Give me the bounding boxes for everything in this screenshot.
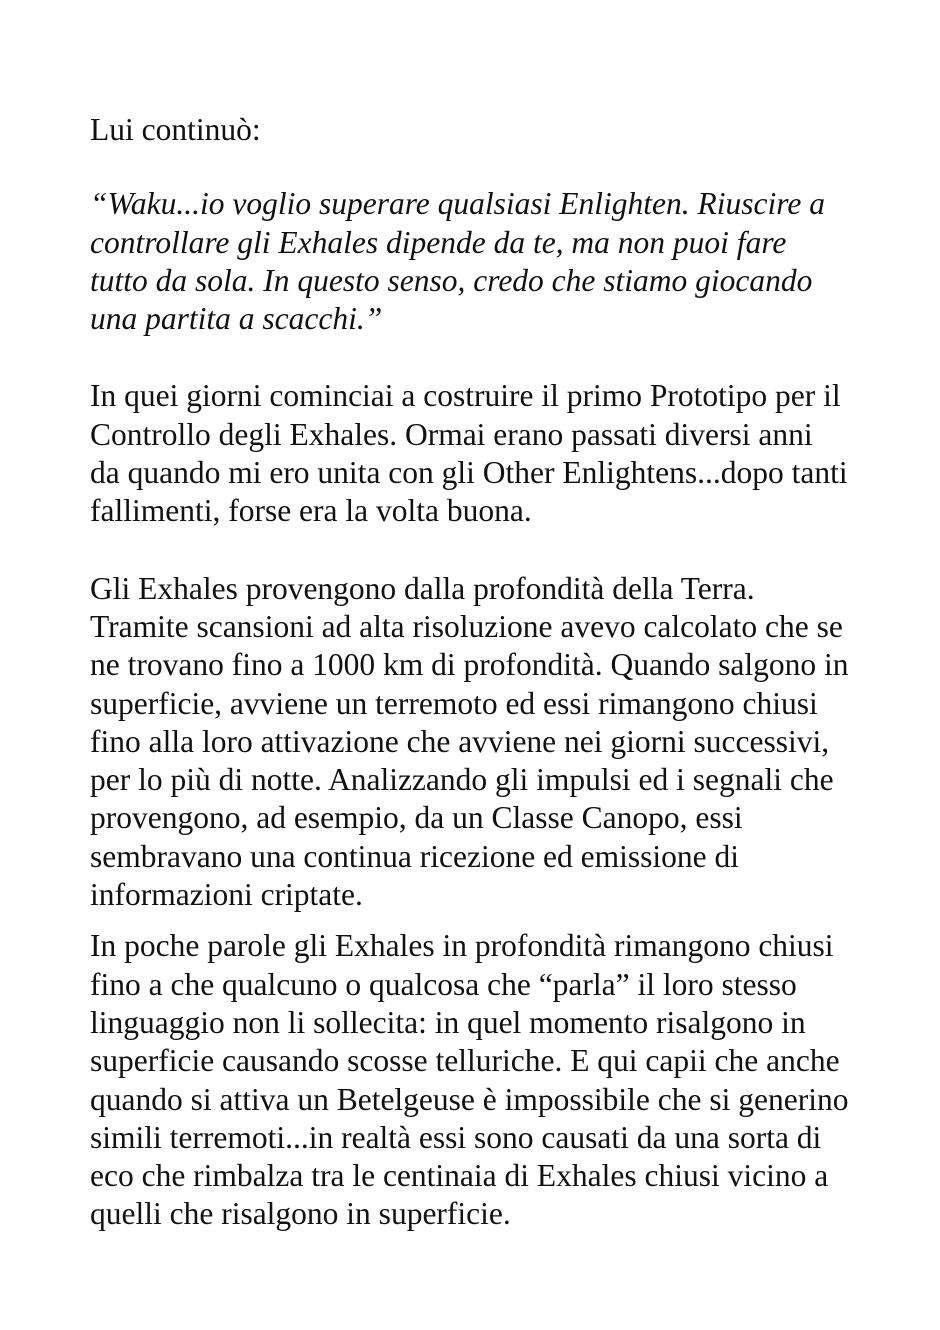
text-line: quando si attiva un Betelgeuse è impossibile che si generino — [90, 1081, 849, 1117]
text-line: informazioni criptate. — [90, 877, 363, 913]
text-line: Tramite scansioni ad alta risoluzione avevo calcolato che se — [90, 608, 843, 644]
paragraph-exhales-origin — [90, 570, 940, 915]
text-line: provengono, ad esempio, da un Classe Canopo, essi — [90, 800, 743, 836]
text-line: quelli che risalgono in superficie. — [90, 1196, 511, 1232]
text-line: Controllo degli Exhales. Ormai erano passati diversi anni — [90, 416, 813, 452]
quote-block — [90, 185, 940, 338]
text-line: In poche parole gli Exhales in profondità rimangono chiusi — [90, 928, 834, 964]
text-line: “Waku...io voglio superare qualsiasi Enlighten. Riuscire a — [90, 186, 825, 222]
text-line: Gli Exhales provengono dalla profondità della Terra. — [90, 570, 755, 606]
text-line: fallimenti, forse era la volta buona. — [90, 493, 532, 529]
text-line: superficie causando scosse telluriche. E qui capii che anche — [90, 1043, 840, 1079]
text-line: sembravano una continua ricezione ed emissione di — [90, 838, 740, 874]
text-line: una partita a scacchi.” — [90, 301, 383, 337]
text-line: Lui continuò: — [90, 112, 261, 147]
paragraph-intro — [90, 111, 940, 149]
text-line: controllare gli Exhales dipende da te, ma non puoi fare — [90, 224, 787, 260]
text-line: da quando mi ero unita con gli Other Enlightens...dopo tanti — [90, 455, 848, 491]
text-line: fino a che qualcuno o qualcosa che “parla” il loro stesso — [90, 966, 797, 1002]
text-line: eco che rimbalza tra le centinaia di Exhales chiusi vicino a — [90, 1158, 829, 1194]
text-line: superficie, avviene un terremoto ed essi rimangono chiusi — [90, 685, 818, 721]
text-line: ne trovano fino a 1000 km di profondità. Quando salgono in — [90, 647, 849, 683]
paragraph-earthquakes — [90, 927, 940, 1233]
paragraph-prototype — [90, 377, 940, 530]
text-line: per lo più di notte. Analizzando gli impulsi ed i segnali che — [90, 762, 834, 798]
text-line: In quei giorni cominciai a costruire il primo Prototipo per il — [90, 378, 841, 414]
text-line: tutto da sola. In questo senso, credo che stiamo giocando — [90, 262, 813, 298]
text-line: linguaggio non li sollecita: in quel momento risalgono in — [90, 1004, 806, 1040]
text-line: fino alla loro attivazione che avviene nei giorni successivi, — [90, 723, 830, 759]
text-line: simili terremoti...in realtà essi sono causati da una sorta di — [90, 1119, 822, 1155]
